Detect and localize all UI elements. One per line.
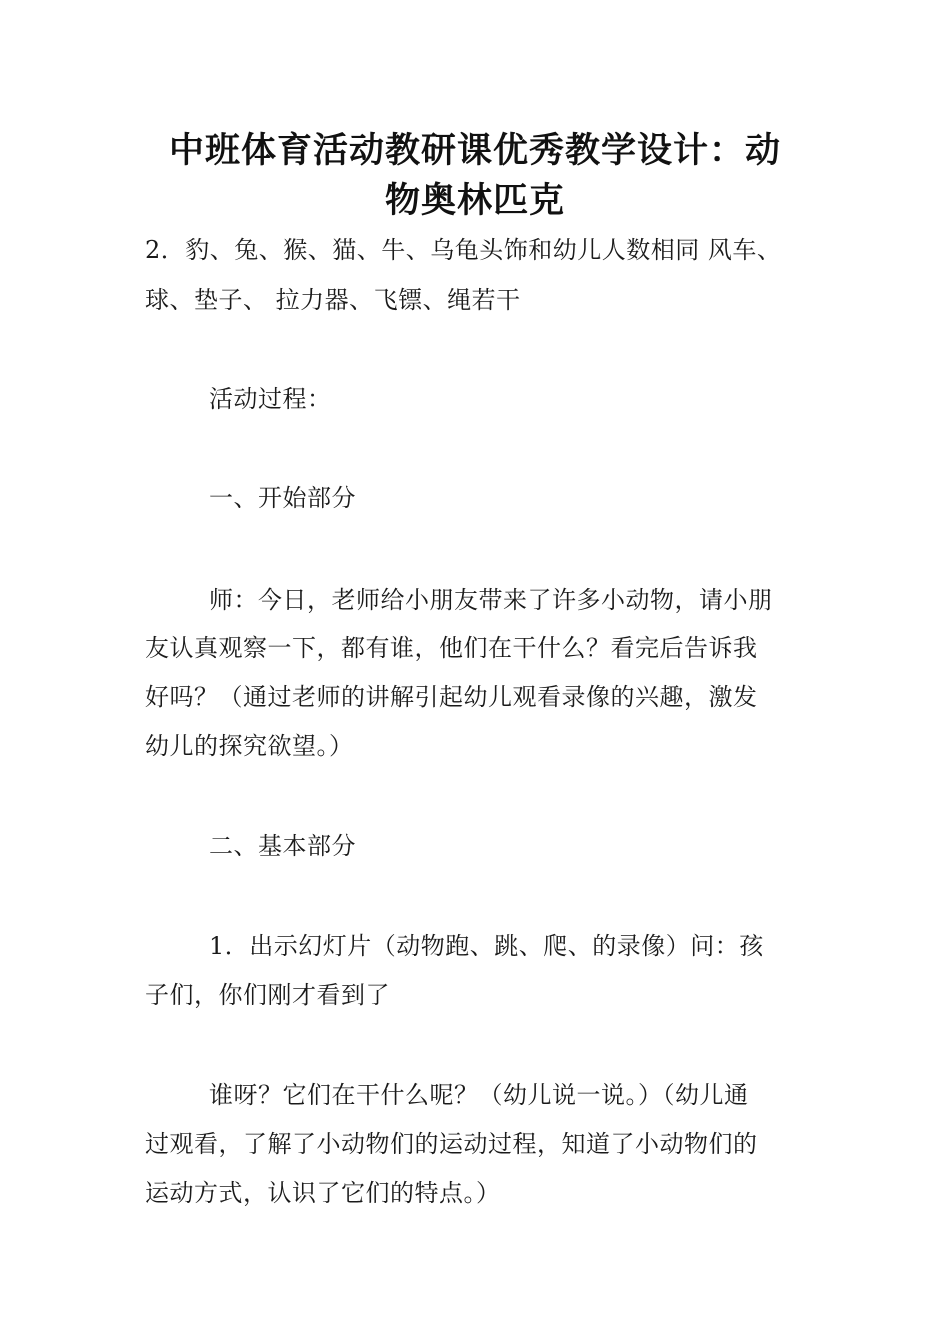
step1-continued-line-1: 谁呀？它们在干什么呢？（幼儿说一说。）（幼儿通 [209,1081,749,1109]
process-heading: 活动过程： [209,385,332,413]
section1-paragraph-line-3: 好吗？（通过老师的讲解引起幼儿观看录像的兴趣，激发 [145,683,758,711]
section1-paragraph-line-4: 幼儿的探究欲望。） [145,732,354,760]
section1-paragraph-line-2: 友认真观察一下，都有谁，他们在干什么？看完后告诉我 [145,634,758,662]
step1-line-1: 1．出示幻灯片（动物跑、跳、爬、的录像）问：孩 [209,932,764,960]
materials-line-1: 2．豹、兔、猴、猫、牛、乌龟头饰和幼儿人数相同 风车、 [145,236,782,264]
materials-line-2: 球、垫子、 拉力器、飞镖、绳若干 [145,286,521,314]
step1-line-2: 子们，你们刚才看到了 [145,981,390,1009]
document-title-line-2: 物奥林匹克 [384,181,565,221]
section1-paragraph-line-1: 师：今日，老师给小朋友带来了许多小动物，请小朋 [209,586,773,614]
step1-continued-line-2: 过观看，了解了小动物们的运动过程，知道了小动物们的 [145,1130,758,1158]
section2-heading: 二、基本部分 [209,832,356,860]
step1-continued-line-3: 运动方式，认识了它们的特点。） [145,1179,501,1207]
section1-heading: 一、开始部分 [209,484,356,512]
document-title-line-1: 中班体育活动教研课优秀教学设计：动 [168,131,781,171]
